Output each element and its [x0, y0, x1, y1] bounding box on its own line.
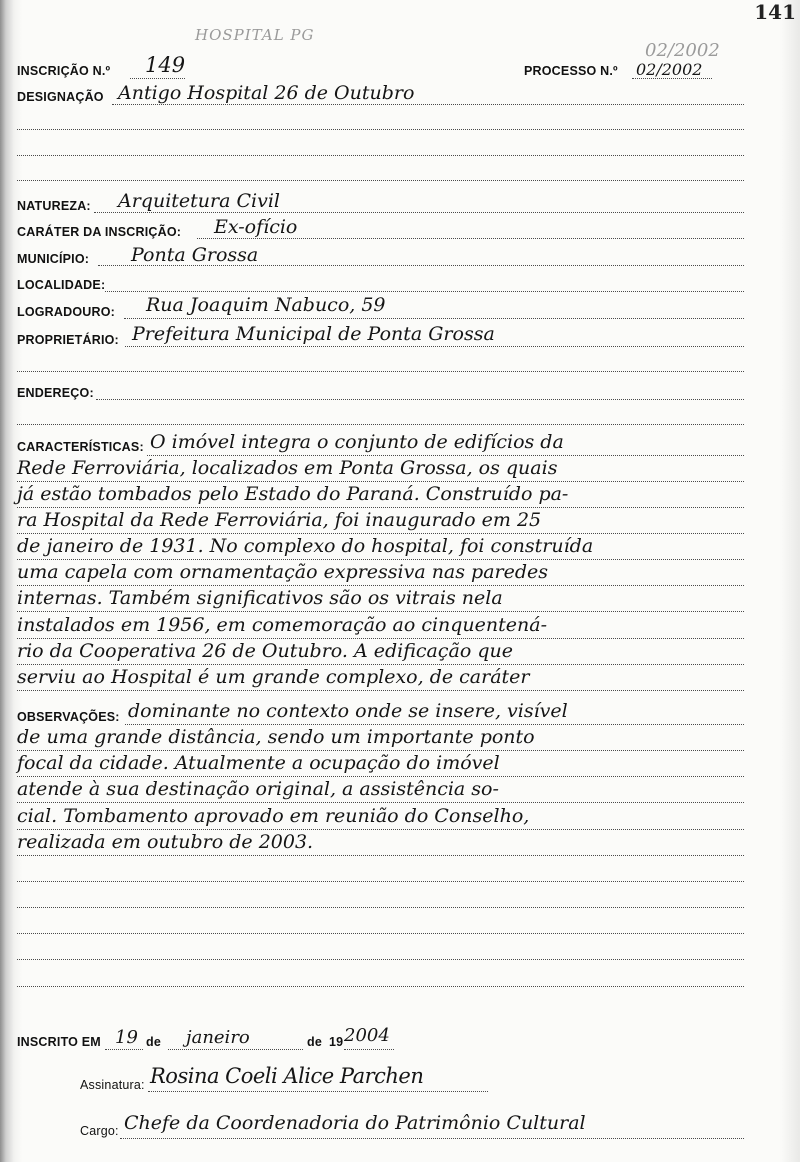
observacoes-label: OBSERVAÇÕES: — [17, 710, 120, 724]
text-line — [147, 455, 744, 456]
blank-line — [17, 155, 744, 156]
municipio-value: Ponta Grossa — [131, 244, 259, 266]
text-line — [17, 750, 744, 751]
caracteristicas-line: internas. Também significativos são os vitrais nela — [17, 587, 503, 609]
text-line — [17, 690, 744, 691]
inscrito-day: 19 — [115, 1027, 138, 1048]
blank-line — [17, 907, 744, 908]
inscrito-year-prefix: 19 — [329, 1035, 344, 1049]
cargo-value: Chefe da Coordenadoria do Patrimônio Cultural — [124, 1112, 586, 1134]
blank-line — [17, 371, 744, 372]
observacoes-line: cial. Tombamento aprovado em reunião do Conselho, — [17, 805, 530, 827]
localidade-line — [105, 291, 744, 292]
text-line — [17, 611, 744, 612]
text-line — [125, 724, 744, 725]
caracteristicas-line: já estão tombados pelo Estado do Paraná. Construído pa- — [17, 483, 569, 505]
localidade-label: LOCALIDADE: — [17, 278, 106, 292]
caracteristicas-line: instalados em 1956, em comemoração ao cinquentená- — [17, 614, 548, 636]
caracteristicas-line: Rede Ferroviária, localizados em Ponta Grossa, os quais — [17, 457, 558, 479]
caracteristicas-line: O imóvel integra o conjunto de edifícios da — [150, 431, 564, 453]
observacoes-line: atende à sua destinação original, a assistência so- — [17, 778, 499, 800]
month-line — [168, 1049, 303, 1050]
blank-line — [17, 933, 744, 934]
observacoes-line: realizada em outubro de 2003. — [17, 831, 314, 853]
assinatura-line — [148, 1091, 488, 1092]
inscrito-de-2: de — [307, 1035, 322, 1049]
logradouro-value: Rua Joaquim Nabuco, 59 — [146, 294, 386, 316]
logradouro-line — [124, 318, 744, 319]
inscrito-label: INSCRITO EM — [17, 1035, 101, 1049]
blank-line — [17, 959, 744, 960]
natureza-line — [94, 212, 744, 213]
cargo-label: Cargo: — [80, 1124, 119, 1138]
signature: Rosina Coeli Alice Parchen — [150, 1064, 424, 1088]
text-line — [17, 559, 744, 560]
logradouro-label: LOGRADOURO: — [17, 305, 116, 319]
text-line — [17, 481, 744, 482]
endereco-label: ENDEREÇO: — [17, 386, 94, 400]
blank-line — [17, 881, 744, 882]
designacao-label: DESIGNAÇÃO — [17, 90, 104, 104]
top-note: HOSPITAL PG — [195, 26, 315, 44]
inscrito-de-1: de — [146, 1035, 161, 1049]
caracteristicas-line: rio da Cooperativa 26 de Outubro. A edificação que — [17, 640, 513, 662]
inscrito-month: janeiro — [186, 1027, 250, 1048]
blank-line — [17, 129, 744, 130]
inscricao-label: INSCRIÇÃO N.º — [17, 64, 111, 78]
natureza-value: Arquitetura Civil — [118, 190, 280, 212]
text-line — [17, 585, 744, 586]
blank-line — [17, 180, 744, 181]
text-line — [17, 802, 744, 803]
municipio-label: MUNICÍPIO: — [17, 252, 90, 266]
caracteristicas-line: serviu ao Hospital é um grande complexo, de caráter — [17, 666, 530, 688]
caracteristicas-label: CARACTERÍSTICAS: — [17, 440, 144, 454]
blank-line — [17, 986, 744, 987]
assinatura-label: Assinatura: — [80, 1078, 145, 1092]
caracteristicas-line: ra Hospital da Rede Ferroviária, foi inaugurado em 25 — [17, 509, 542, 531]
processo-value: 02/2002 — [636, 60, 703, 79]
blank-line — [17, 424, 744, 425]
designacao-line — [112, 104, 744, 105]
inscrito-year: 2004 — [344, 1025, 390, 1046]
processo-label: PROCESSO N.º — [524, 64, 618, 78]
inscricao-line — [130, 78, 185, 79]
carater-label: CARÁTER DA INSCRIÇÃO: — [17, 225, 182, 239]
day-line — [105, 1049, 143, 1050]
observacoes-line: dominante no contexto onde se insere, visível — [128, 700, 568, 722]
carater-value: Ex-ofício — [214, 216, 298, 238]
text-line — [17, 855, 744, 856]
caracteristicas-line: de janeiro de 1931. No complexo do hospital, foi construída — [17, 535, 594, 557]
cargo-line — [120, 1138, 744, 1139]
carater-line — [197, 238, 744, 239]
designacao-value: Antigo Hospital 26 de Outubro — [118, 82, 415, 104]
proprietario-value: Prefeitura Municipal de Ponta Grossa — [132, 323, 495, 345]
endereco-line — [96, 399, 744, 400]
text-line — [17, 776, 744, 777]
observacoes-line: de uma grande distância, sendo um importante ponto — [17, 726, 535, 748]
year-line — [344, 1049, 394, 1050]
page-number: 141 — [754, 0, 796, 24]
corner-note: 02/2002 — [645, 40, 720, 61]
text-line — [17, 664, 744, 665]
observacoes-line: focal da cidade. Atualmente a ocupação do imóvel — [17, 752, 500, 774]
inscricao-value: 149 — [145, 53, 186, 77]
text-line — [17, 829, 744, 830]
proprietario-line — [125, 346, 744, 347]
natureza-label: NATUREZA: — [17, 199, 91, 213]
text-line — [17, 533, 744, 534]
proprietario-label: PROPRIETÁRIO: — [17, 333, 119, 347]
caracteristicas-line: uma capela com ornamentação expressiva nas paredes — [17, 561, 549, 583]
text-line — [17, 507, 744, 508]
text-line — [17, 638, 744, 639]
